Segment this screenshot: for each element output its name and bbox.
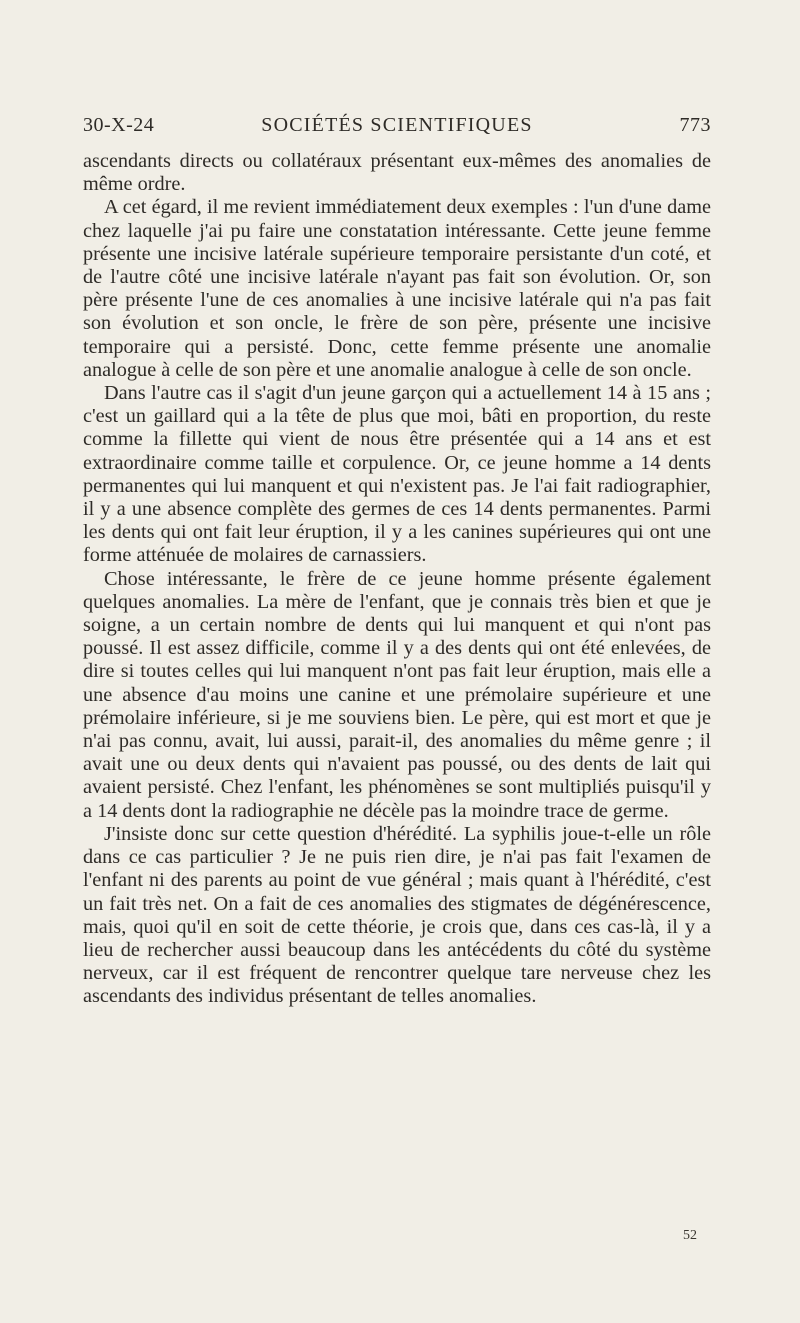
paragraph-1: ascendants directs ou collatéraux présentant eux-mêmes des anomalies de même ordre. <box>83 150 711 196</box>
header-date: 30-X-24 <box>83 114 155 136</box>
signature-mark: 52 <box>683 1228 697 1243</box>
paragraph-4: Chose intéressante, le frère de ce jeune homme présente également quelques anomalies. La mère de l'enfant, que je connais très bien et que je soigne, a un certain nombre de dents qui lui manquent et qui n'ont pas poussé. Il est assez difficile, comme il y a des dents qui ont été enlevées, de dire si toutes celles qui lui manquent n'ont pas fait leur éruption, mais elle a une absence d'au moins une canine et une prémolaire supérieure et une prémolaire inférieure, si je me souviens bien. Le père, qui est mort et que je n'ai pas connu, avait, lui aussi, parait-il, des anomalies du même genre ; il avait une ou deux dents qui n'avaient pas poussé, ou des dents de lait qui avaient persisté. Chez l'enfant, les phénomènes se sont multipliés puisqu'il y a 14 dents dont la radiographie ne décèle pas la moindre trace de germe. <box>83 567 711 822</box>
body-text <box>83 150 711 1009</box>
page-number: 773 <box>679 114 711 136</box>
paragraph-3: Dans l'autre cas il s'agit d'un jeune garçon qui a actuellement 14 à 15 ans ; c'est un gaillard qui a la tête de plus que moi, bâti en proportion, du reste comme la fillette qui vient de nous être présentée qui a 14 ans et est extraordinaire comme taille et corpulence. Or, ce jeune homme a 14 dents permanentes qui lui manquent et qui n'existent pas. Je l'ai fait radiographier, il y a une absence complète des germes de ces 14 dents permanentes. Parmi les dents qui ont fait leur éruption, il y a les canines supérieures qui ont une forme atténuée de molaires de carnassiers. <box>83 382 711 567</box>
paragraph-2: A cet égard, il me revient immédiatement deux exemples : l'un d'une dame chez laquelle j'ai pu faire une constatation intéressante. Cette jeune femme présente une incisive latérale supérieure temporaire persistante d'un coté, et de l'autre côté une incisive latérale n'ayant pas fait son évolution. Or, son père présente l'une de ces anomalies à une incisive latérale qui n'a pas fait son évolution et son oncle, le frère de son père, présente une incisive temporaire qui a persisté. Donc, cette femme présente une anomalie analogue à celle de son père et une anomalie analogue à celle de son oncle. <box>83 196 711 381</box>
running-title: SOCIÉTÉS SCIENTIFIQUES <box>261 114 533 136</box>
page-header <box>83 114 711 144</box>
paragraph-5: J'insiste donc sur cette question d'hérédité. La syphilis joue-t-elle un rôle dans ce cas particulier ? Je ne puis rien dire, je n'ai pas fait l'examen de l'enfant ni des parents au point de vue général ; mais quant à l'hérédité, c'est un fait très net. On a fait de ces anomalies des stigmates de dégénérescence, mais, quoi qu'il en soit de cette théorie, je crois que, dans ces cas-là, il y a lieu de rechercher aussi beaucoup dans les antécédents du côté du système nerveux, car il est fréquent de rencontrer quelque tare nerveuse chez les ascendants des individus présentant de telles anomalies. <box>83 822 711 1008</box>
